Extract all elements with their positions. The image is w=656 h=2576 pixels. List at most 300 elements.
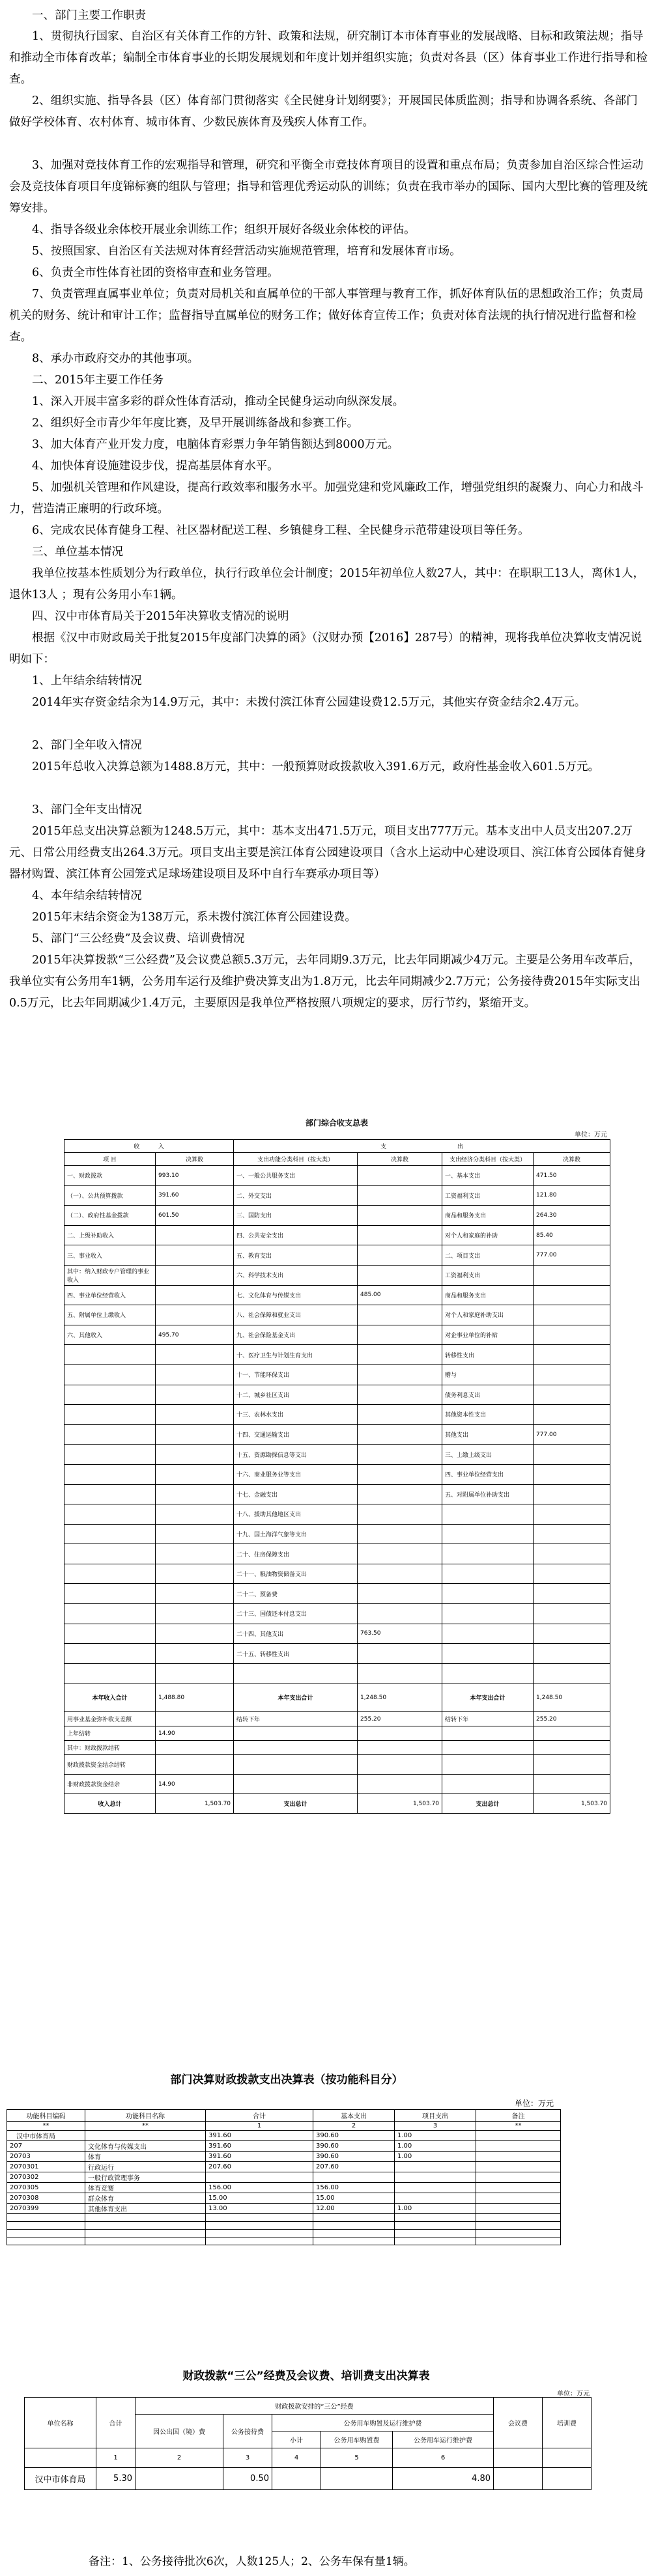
table-cell (442, 1564, 534, 1584)
table-cell (156, 1265, 234, 1285)
table-cell: 391.60 (206, 2141, 313, 2152)
expense-sum-label: 支出总计 (234, 1794, 358, 1814)
table-cell (64, 1544, 156, 1564)
table-row (7, 2141, 561, 2152)
row-total: 5.30 (96, 2468, 135, 2490)
paragraph: 6、完成农民体育健身工程、社区器材配送工程、乡镇健身工程、全民健身示范带建设项目等任务。 (32, 524, 530, 537)
carry-forward-label-2: 结转下年 (442, 1712, 534, 1726)
table-cell (534, 1484, 610, 1504)
table-row (64, 1405, 610, 1425)
table-cell (358, 1405, 442, 1425)
table-row (64, 1325, 610, 1345)
table-cell (442, 1663, 534, 1683)
table-cell: 391.60 (206, 2131, 313, 2141)
table-cell: 群众体育 (85, 2193, 206, 2204)
paragraph: 1、贯彻执行国家、自治区有关体育工作的方针、政策和法规，研究制订本市体育事业的发展战略、目标和政策法规；指导和推动全市体育改革；编制全市体育事业的长期发展规划和年度计划并组织实施；负责对各县（区）体育事业工作进行指导和检查。 (9, 30, 648, 86)
table-cell (534, 1584, 610, 1604)
table-cell (358, 1206, 442, 1226)
table-row (7, 2183, 561, 2193)
table-cell (534, 1644, 610, 1664)
table-cell: 二、外交支出 (234, 1185, 358, 1206)
table-cell: 工资福利支出 (442, 1265, 534, 1285)
table-cell (85, 2230, 206, 2237)
table-cell (534, 1663, 610, 1683)
table-cell (358, 1445, 442, 1465)
table-cell (476, 2237, 561, 2245)
table-cell: 763.50 (358, 1624, 442, 1644)
expense-sum-label-2: 支出总计 (442, 1794, 534, 1814)
table-cell: 2070399 (7, 2204, 85, 2214)
num-4: 4 (272, 2448, 321, 2468)
table-cell (358, 1325, 442, 1345)
table-cell (64, 1504, 156, 1525)
fiscal-surplus-label: 财政拨款资金结余结转 (64, 1755, 156, 1775)
col-vehicle-group: 公务用车购置及运行维护费 (272, 2415, 494, 2431)
table-cell (64, 1445, 156, 1465)
nonfiscal-surplus-value: 14.90 (156, 1775, 234, 1794)
table-cell (534, 1504, 610, 1525)
table-cell (156, 1305, 234, 1325)
table-cell: 12.00 (313, 2204, 395, 2214)
table-row (64, 1524, 610, 1544)
table-cell (395, 2172, 476, 2183)
table-cell (476, 2131, 561, 2141)
table-row (64, 1464, 610, 1484)
table-cell (358, 1604, 442, 1624)
table-cell: 商品和服务支出 (442, 1206, 534, 1226)
table-cell (476, 2214, 561, 2222)
fiscal-carry-label: 其中：财政拨款结转 (64, 1741, 156, 1755)
three-public-table (24, 2397, 592, 2490)
table-cell: 十五、资源勘探信息等支出 (234, 1445, 358, 1465)
paragraph: 5、按照国家、自治区有关法规对体育经营活动实施规范管理，培育和发展体育市场。 (32, 245, 461, 258)
table-cell: 十一、节能环保支出 (234, 1364, 358, 1385)
table-cell (442, 1624, 534, 1644)
table-cell: 207.60 (206, 2162, 313, 2172)
table-cell (442, 1584, 534, 1604)
table-cell (64, 1584, 156, 1604)
table-cell: 777.00 (534, 1424, 610, 1445)
table-cell: 四、公共安全支出 (234, 1225, 358, 1245)
col-unit-name: 单位名称 (25, 2398, 96, 2448)
table-cell (156, 1584, 234, 1604)
table-cell: 390.60 (313, 2141, 395, 2152)
table-row (64, 1206, 610, 1226)
income-section-header: 收 入 (64, 1140, 234, 1153)
table-cell (156, 1604, 234, 1624)
paragraph: 2、部门全年收入情况 (32, 739, 142, 752)
table-cell (156, 1504, 234, 1525)
table-cell (395, 2230, 476, 2237)
table-cell (206, 2222, 313, 2230)
table-cell (156, 1405, 234, 1425)
table-row (64, 1185, 610, 1206)
table-cell (534, 1624, 610, 1644)
table-cell: 二十五、转移性支出 (234, 1644, 358, 1664)
table-cell: 十、医疗卫生与计划生育支出 (234, 1345, 358, 1365)
table-cell (156, 1285, 234, 1305)
balance-label: 用事业基金弥补收支差额 (64, 1712, 156, 1726)
table-cell: 十九、国土海洋气象等支出 (234, 1524, 358, 1544)
table-cell (442, 1524, 534, 1544)
paragraph: 5、加强机关管理和作风建设，提高行政效率和服务水平。加强党建和党风廉政工作，增强党组织的凝聚力、向心力和战斗力，营造清正廉明的行政环境。 (9, 481, 644, 516)
column-header: 功能科目编码 (7, 2110, 85, 2122)
table-cell: 体育竞赛 (85, 2183, 206, 2193)
table-cell: 1.00 (395, 2141, 476, 2152)
prior-carry-label: 上年结转 (64, 1726, 156, 1741)
table-cell: 其他资本性支出 (442, 1405, 534, 1425)
table-cell: 汉中市体育局 (7, 2131, 85, 2141)
row-vehicle-operation: 4.80 (393, 2468, 494, 2490)
paragraph: 4、指导各级业余体校开展业余训练工作；组织开展好各级业余体校的评估。 (32, 223, 416, 236)
summary-table-title: 部门综合收支总表 (305, 1118, 368, 1128)
table-cell (85, 2214, 206, 2222)
table-cell (7, 2230, 85, 2237)
col-economic-header: 支出经济分类科目（按大类） (442, 1153, 534, 1166)
table-cell (476, 2172, 561, 2183)
table-cell (7, 2214, 85, 2222)
column-header: 项目支出 (395, 2110, 476, 2122)
table-cell (442, 1644, 534, 1664)
table-cell: 其中：纳入财政专户管理的事业收入 (64, 1265, 156, 1285)
table-cell: 1.00 (395, 2131, 476, 2141)
column-header: ** (85, 2122, 206, 2131)
table-cell (85, 2237, 206, 2245)
table-cell (534, 1604, 610, 1624)
num-1: 1 (96, 2448, 135, 2468)
paragraph: 1、深入开展丰富多彩的群众性体育活动，推动全民健身运动向纵深发展。 (32, 395, 405, 408)
table-row (64, 1604, 610, 1624)
table-cell (476, 2141, 561, 2152)
column-header: 2 (313, 2122, 395, 2131)
col-amount-header: 决算数 (156, 1153, 234, 1166)
table-cell (358, 1364, 442, 1385)
table-cell: 601.50 (156, 1206, 234, 1226)
table-cell: 1.00 (395, 2204, 476, 2214)
table-cell (156, 1544, 234, 1564)
table-cell (156, 1364, 234, 1385)
paragraph: 2014年实存资金结余为14.9万元，其中：未拨付滨江体育公园建设费12.5万元，其他实存资金结余2.4万元。 (32, 696, 586, 709)
table-cell: 390.60 (313, 2131, 395, 2141)
table-cell (7, 2222, 85, 2230)
table-cell (206, 2230, 313, 2237)
table-cell (534, 1564, 610, 1584)
table-cell (358, 1644, 442, 1664)
column-header: 合计 (206, 2110, 313, 2122)
table-cell: 495.70 (156, 1325, 234, 1345)
paragraph: 2015年总支出决算总额为1248.5万元，其中：基本支出471.5万元，项目支出777万元。基本支出中人员支出207.2万元、日常公用经费支出264.3万元。项目支出主要是滨江体育公园建设项目（含水上运动中心建设项目、滨江体育公园体育健身器材购置、滨江体育公园笼式足球场建设项目及环中自行车赛承办项目等） (9, 825, 646, 881)
table-cell: 十七、金融支出 (234, 1484, 358, 1504)
paragraph: 6、负责全市性体育社团的资格审查和业务管理。 (32, 266, 279, 279)
table-cell (358, 1185, 442, 1206)
table-cell: 六、科学技术支出 (234, 1265, 358, 1285)
table-cell: 对个人和家庭的补助 (442, 1225, 534, 1245)
paragraph: 2、组织实施、指导各县（区）体育部门贯彻落实《全民健身计划纲要》；开展国民体质监测；指导和协调各系统、各部门做好学校体育、农村体育、城市体育、少数民族体育及残疾人体育工作。 (9, 94, 638, 129)
footnote: 备注：1、公务接待批次6次，人数125人；2、公务车保有量1辆。 (89, 2555, 415, 2568)
table-cell: 七、文化体育与传媒支出 (234, 1285, 358, 1305)
table-cell: 二、上级补助收入 (64, 1225, 156, 1245)
table-cell: 85.40 (534, 1225, 610, 1245)
table-cell: 2070308 (7, 2193, 85, 2204)
table-cell: 一、财政拨款 (64, 1166, 156, 1186)
table-row (64, 1504, 610, 1525)
carry-forward-label: 结转下年 (234, 1712, 358, 1726)
table-cell: （二）、政府性基金拨款 (64, 1206, 156, 1226)
table-row (64, 1245, 610, 1266)
table-cell (156, 1424, 234, 1445)
table-cell: 五、附属单位上缴收入 (64, 1305, 156, 1325)
table-row (7, 2237, 561, 2245)
table-cell (476, 2183, 561, 2193)
paragraph: 5、部门“三公经费”及会议费、培训费情况 (32, 932, 245, 945)
table-cell: 四、事业单位经营收入 (64, 1285, 156, 1305)
table-cell (64, 1663, 156, 1683)
table-row (7, 2162, 561, 2172)
col-item-header: 项 目 (64, 1153, 156, 1166)
paragraph: 2015年决算拨款“三公经费”及会议费总额5.3万元，去年同期9.3万元，比去年同期减少4万元。主要是公务用车改革后，我单位实有公务用车1辆，公务用车运行及维护费决算支出为1.8万元，比去年同期减少2.7万元；公务接待费2015年实际支出0.5万元，比去年同期减少1.4万元，主要原因是我单位严格按照八项规定的要求，厉行节约，紧缩开支。 (9, 954, 641, 1010)
num-6: 6 (393, 2448, 494, 2468)
col-function-header: 支出功能分类科目（按大类） (234, 1153, 358, 1166)
paragraph: 四、汉中市体育局关于2015年决算收支情况的说明 (32, 610, 289, 623)
table-row (7, 2152, 561, 2162)
total-income-value: 1,488.80 (156, 1683, 234, 1712)
total-expense-label-2: 本年支出合计 (442, 1683, 534, 1712)
table-cell: （一）、公共预算拨款 (64, 1185, 156, 1206)
table-cell (534, 1364, 610, 1385)
fiscal-expense-table-title: 部门决算财政拨款支出决算表（按功能科目分） (170, 2073, 403, 2086)
col-three-public-group: 财政拨款安排的“三公”经费 (135, 2398, 494, 2415)
summary-table-frame (64, 1117, 610, 1961)
table-cell (64, 1484, 156, 1504)
table-row (64, 1285, 610, 1305)
table-cell (534, 1265, 610, 1285)
table-cell (358, 1305, 442, 1325)
table-cell: 2070301 (7, 2162, 85, 2172)
table-cell (476, 2222, 561, 2230)
table-cell (534, 1305, 610, 1325)
table-cell (358, 1245, 442, 1266)
table-cell: 2070302 (7, 2172, 85, 2183)
paragraph: 2015年末结余资金为138万元，系未拨付滨江体育公园建设费。 (32, 911, 356, 924)
table-cell: 390.60 (313, 2152, 395, 2162)
table-cell: 一、基本支出 (442, 1166, 534, 1186)
table-cell (358, 1544, 442, 1564)
table-cell: 二十三、国债还本付息支出 (234, 1604, 358, 1624)
col-function-amount-header: 决算数 (358, 1153, 442, 1166)
table-cell (64, 1424, 156, 1445)
table-cell (156, 1663, 234, 1683)
table-cell (156, 1564, 234, 1584)
table-cell (156, 1464, 234, 1484)
table-cell (156, 1245, 234, 1266)
table-cell: 文化体育与传媒支出 (85, 2141, 206, 2152)
summary-table (64, 1139, 610, 1814)
income-sum-value: 1,503.70 (156, 1794, 234, 1814)
table-row (7, 2204, 561, 2214)
table-cell (313, 2214, 395, 2222)
table-cell (156, 1484, 234, 1504)
table-cell (358, 1584, 442, 1604)
table-cell: 六、其他收入 (64, 1325, 156, 1345)
table-cell: 471.50 (534, 1166, 610, 1186)
table-cell (395, 2237, 476, 2245)
table-cell (64, 1405, 156, 1425)
table-cell (156, 1524, 234, 1544)
col-training-fee: 培训费 (543, 2398, 592, 2448)
table-cell (358, 1345, 442, 1365)
table-cell (358, 1424, 442, 1445)
table-cell: 391.60 (206, 2152, 313, 2162)
paragraph: 4、加快体育设施建设步伐，提高基层体育水平。 (32, 460, 279, 473)
total-expense-label: 本年支出合计 (234, 1683, 358, 1712)
paragraph: 8、承办市政府交办的其他事项。 (32, 352, 199, 365)
table-row (64, 1364, 610, 1385)
table-cell (358, 1484, 442, 1504)
table-cell: 五、对附属单位补助支出 (442, 1484, 534, 1504)
row-unit-name: 汉中市体育局 (25, 2468, 96, 2490)
table-cell: 2070305 (7, 2183, 85, 2193)
total-income-label: 本年收入合计 (64, 1683, 156, 1712)
table-cell (534, 1445, 610, 1465)
table-cell (64, 1385, 156, 1405)
carry-forward-value-2: 255.20 (534, 1712, 610, 1726)
prior-carry-value: 14.90 (156, 1726, 234, 1741)
table-cell: 264.30 (534, 1206, 610, 1226)
table-row (7, 2131, 561, 2141)
table-cell (234, 1663, 358, 1683)
table-cell: 391.60 (156, 1185, 234, 1206)
table-cell (156, 1385, 234, 1405)
column-header: 备注 (476, 2110, 561, 2122)
table-cell (534, 1345, 610, 1365)
table-cell (358, 1166, 442, 1186)
table-cell: 十八、援助其他地区支出 (234, 1504, 358, 1525)
paragraph: 3、部门全年支出情况 (32, 803, 142, 816)
table-cell: 993.10 (156, 1166, 234, 1186)
paragraph: 2、组织好全市青少年年度比赛，及早开展训练备战和参赛工作。 (32, 417, 359, 430)
expense-sum-value-2: 1,503.70 (534, 1794, 610, 1814)
table-cell (358, 1265, 442, 1285)
paragraph: 2015年总收入决算总额为1488.8万元，其中：一般预算财政拨款收入391.6万元，政府性基金收入601.5万元。 (32, 760, 599, 773)
table-cell: 对个人和家庭补助支出 (442, 1305, 534, 1325)
column-header: ** (7, 2122, 85, 2131)
table-cell: 十二、城乡社区支出 (234, 1385, 358, 1405)
table-row (64, 1663, 610, 1683)
table-cell: 三、上缴上级支出 (442, 1445, 534, 1465)
table-cell: 207.60 (313, 2162, 395, 2172)
table-row (64, 1445, 610, 1465)
table-cell (534, 1544, 610, 1564)
table-cell: 行政运行 (85, 2162, 206, 2172)
table-cell (64, 1345, 156, 1365)
table-cell: 15.00 (313, 2193, 395, 2204)
table-cell: 赠与 (442, 1364, 534, 1385)
column-header: ** (476, 2122, 561, 2131)
table-cell: 156.00 (313, 2183, 395, 2193)
table-row (64, 1644, 610, 1664)
table-cell: 八、社会保障和就业支出 (234, 1305, 358, 1325)
paragraph: 根据《汉中市财政局关于批复2015年度部门决算的函》（汉财办预【2016】287号）的精神，现将我单位决算收支情况说明如下： (9, 631, 642, 666)
col-meeting-fee: 会议费 (494, 2398, 543, 2448)
table-cell (206, 2237, 313, 2245)
table-cell (358, 1385, 442, 1405)
table-cell (206, 2172, 313, 2183)
table-cell (156, 1345, 234, 1365)
table-row (7, 2193, 561, 2204)
table-cell (358, 1524, 442, 1544)
paragraph: 3、加强对竞技体育工作的宏观指导和管理，研究和平衡全市竞技体育项目的设置和重点布局；负责参加自治区综合性运动会及竞技体育项目年度锦标赛的组队与管理；指导和管理优秀运动队的训练；负责在我市举办的国际、国内大型比赛的管理及统筹安排。 (9, 159, 648, 215)
table-row (7, 2214, 561, 2222)
table-cell: 转移性支出 (442, 1345, 534, 1365)
table-cell: 156.00 (206, 2183, 313, 2193)
table-cell (156, 1225, 234, 1245)
table-cell: 三、国防支出 (234, 1206, 358, 1226)
table-cell (395, 2162, 476, 2172)
table-cell (476, 2204, 561, 2214)
table-row (64, 1544, 610, 1564)
three-public-table-unit: 单位：万元 (557, 2390, 590, 2398)
table-cell: 二十四、其他支出 (234, 1624, 358, 1644)
table-cell: 20703 (7, 2152, 85, 2162)
table-cell (358, 1225, 442, 1245)
table-cell: 其他体育支出 (85, 2204, 206, 2214)
table-cell (358, 1663, 442, 1683)
table-cell: 商品和服务支出 (442, 1285, 534, 1305)
table-row (7, 2172, 561, 2183)
table-cell: 485.00 (358, 1285, 442, 1305)
table-row (64, 1424, 610, 1445)
table-cell (476, 2230, 561, 2237)
row-reception: 0.50 (223, 2468, 272, 2490)
paragraph: 4、本年结余结转情况 (32, 889, 142, 902)
nonfiscal-surplus-label: 非财政拨款资金结余 (64, 1775, 156, 1794)
table-cell (156, 1624, 234, 1644)
num-2: 2 (135, 2448, 223, 2468)
table-cell (476, 2152, 561, 2162)
table-row (7, 2222, 561, 2230)
table-cell: 121.80 (534, 1185, 610, 1206)
table-cell (395, 2193, 476, 2204)
total-expense-value: 1,248.50 (358, 1683, 442, 1712)
table-cell (64, 1524, 156, 1544)
column-header: 3 (395, 2122, 476, 2131)
table-cell: 二十一、粮油物资储备支出 (234, 1564, 358, 1584)
table-cell: 四、事业单位经营支出 (442, 1464, 534, 1484)
table-cell: 债务利息支出 (442, 1385, 534, 1405)
table-row (64, 1225, 610, 1245)
table-cell (534, 1285, 610, 1305)
table-row (64, 1345, 610, 1365)
table-cell: 体育 (85, 2152, 206, 2162)
paragraph: 我单位按基本性质划分为行政单位，执行行政单位会计制度；2015年初单位人数27人，其中：在职职工13人，离休1人，退休13人 ；現有公务用小车1辆。 (9, 567, 645, 602)
table-cell (313, 2172, 395, 2183)
table-cell (442, 1504, 534, 1525)
table-cell (156, 1445, 234, 1465)
table-cell (476, 2162, 561, 2172)
table-cell (534, 1385, 610, 1405)
col-economic-amount-header: 决算数 (534, 1153, 610, 1166)
table-cell: 二十、住房保障支出 (234, 1544, 358, 1564)
table-row (64, 1584, 610, 1604)
three-public-table-title: 财政拨款“三公”经费及会议费、培训费支出决算表 (182, 2370, 430, 2383)
table-row (64, 1305, 610, 1325)
table-cell: 十三、农林水支出 (234, 1405, 358, 1425)
col-total: 合计 (96, 2398, 135, 2448)
table-cell (85, 2222, 206, 2230)
table-cell (534, 1524, 610, 1544)
table-cell: 13.00 (206, 2204, 313, 2214)
table-cell: 207 (7, 2141, 85, 2152)
